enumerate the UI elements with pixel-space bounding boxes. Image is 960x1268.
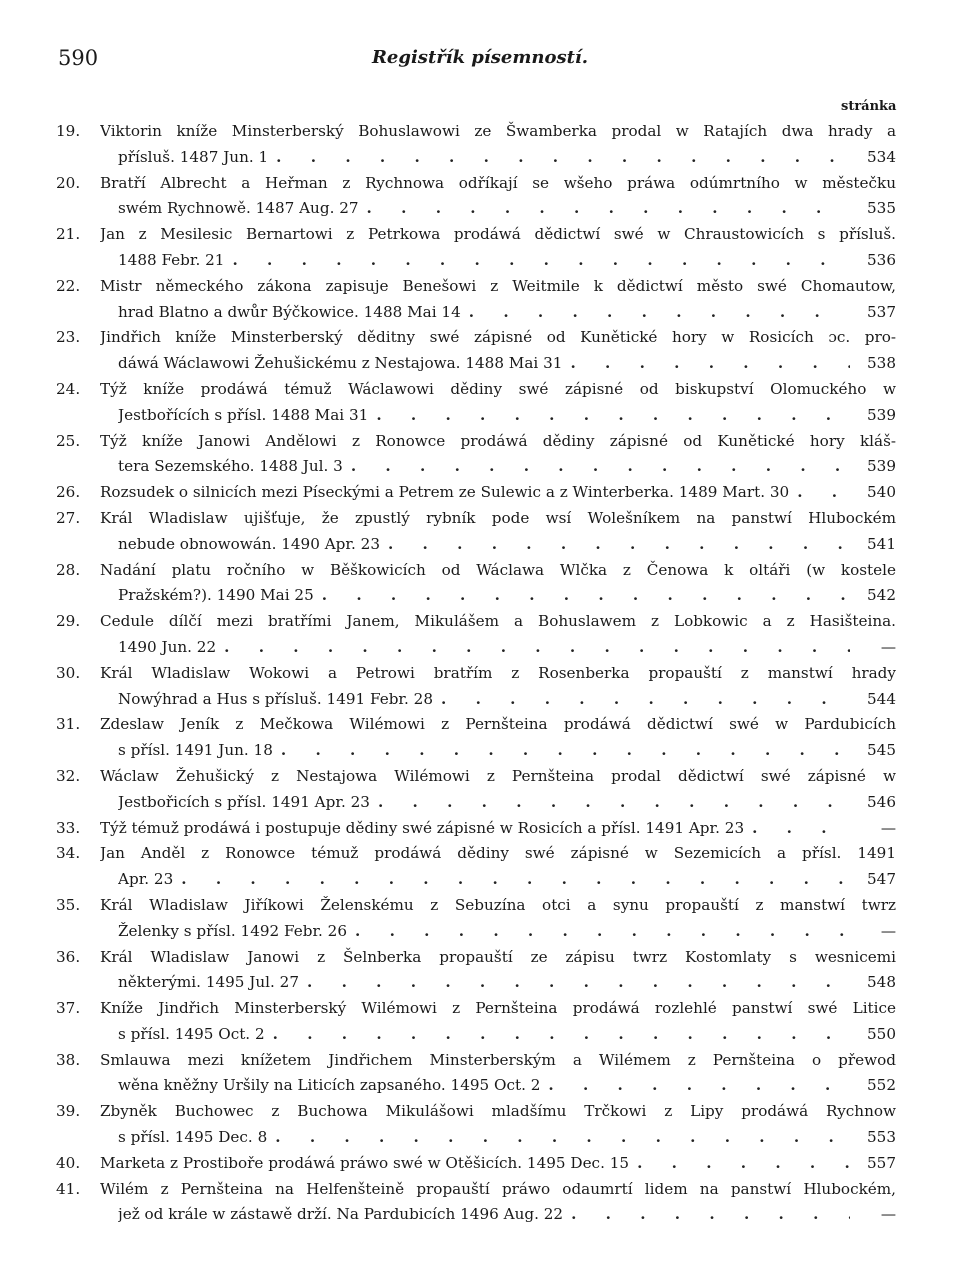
entry-line: [56, 712, 896, 738]
page-reference: 537: [867, 302, 896, 321]
entry-line: [56, 325, 896, 351]
page-reference: 542: [867, 586, 896, 605]
dot-leader: [370, 790, 850, 816]
register-entry: [56, 377, 896, 429]
entry-number: 37.: [56, 999, 81, 1018]
dot-leader: [347, 919, 850, 945]
entry-text: Jan z Mesilesic Bernartowi z Petrkowa prodáwá dědictwí swé w Chraustowicích s přísluš.: [100, 225, 896, 244]
entry-text: některými. 1495 Jul. 27: [118, 973, 300, 992]
entry-line: [56, 145, 896, 171]
entry-text: Viktorin kníže Minsterberský Bohuslawowi ze Šwamberka prodal w Ratajích dwa hrady a: [100, 122, 896, 140]
register-entry: [56, 1151, 896, 1177]
entry-text: Smlauwa mezi knížetem Jindřichem Minsterberským a Wilémem z Pernšteina o přewod: [100, 1050, 896, 1069]
page-reference: —: [880, 921, 896, 940]
entry-text: tera Sezemského. 1488 Jul. 3: [118, 457, 343, 476]
page-reference: 546: [867, 792, 896, 811]
page-reference: 545: [867, 741, 896, 760]
entry-line: [56, 790, 896, 816]
register-entry: [56, 429, 896, 481]
entry-line: [56, 583, 896, 609]
register-entry: [56, 841, 896, 893]
page-reference: 547: [867, 870, 896, 889]
entry-line: [56, 377, 896, 403]
entry-line: [56, 1022, 896, 1048]
page-reference: —: [880, 637, 896, 656]
entry-number: 28.: [56, 560, 81, 579]
entry-text: Jestbořicích s přísl. 1491 Apr. 23: [118, 792, 370, 811]
register-entry: [56, 506, 896, 558]
entry-line: [56, 480, 896, 506]
entry-line: [56, 274, 896, 300]
entry-line: [56, 1099, 896, 1125]
entry-number: 24.: [56, 379, 81, 398]
dot-leader: [314, 583, 850, 609]
register-entry: [56, 171, 896, 223]
entry-text: Týž kníže Janowi Andělowi z Ronowce prodáwá dědiny zápisné od Kunětické hory kláš-: [100, 431, 896, 450]
entry-text: Zbyněk Buchowec z Buchowa Mikulášowi mladšímu Trčkowi z Lipy prodáwá Rychnow: [100, 1102, 896, 1121]
entry-text: Apr. 23: [118, 870, 174, 889]
entry-line: [56, 945, 896, 971]
entry-line: [56, 429, 896, 455]
entry-line: [56, 171, 896, 197]
page-reference: 552: [867, 1076, 896, 1095]
entry-text: Želenky s přísl. 1492 Febr. 26: [118, 921, 348, 940]
entry-line: [56, 532, 896, 558]
entry-number: 33.: [56, 818, 81, 837]
entry-text: Bratří Albrecht a Heřman z Rychnowa odříkají se wšeho práwa odúmrtního w městečku: [100, 173, 896, 192]
page-reference: 548: [867, 973, 896, 992]
entry-number: 40.: [56, 1153, 81, 1172]
dot-leader: [359, 196, 850, 222]
entry-text: Král Wladislaw Wokowi a Petrowi bratřím z Rosenberka propauští z manstwí hrady: [100, 663, 896, 682]
entry-text: hrad Blatno a dwůr Býčkowice. 1488 Mai 14: [118, 302, 461, 321]
entry-number: 22.: [56, 276, 81, 295]
entry-text: Týž témuž prodáwá i postupuje dědiny swé zápisné w Rosicích a přísl. 1491 Apr. 23: [100, 818, 745, 837]
entry-number: 35.: [56, 895, 81, 914]
entry-line: [56, 1073, 896, 1099]
page-reference: 539: [867, 457, 896, 476]
page-header: [0, 46, 960, 76]
entry-line: [56, 816, 896, 842]
dot-leader: [433, 687, 850, 713]
entry-text: Jan Anděl z Ronowce témuž prodáwá dědiny swé zápisné w Sezemicích a přísl. 1491: [100, 844, 896, 863]
page-reference: 536: [867, 250, 896, 269]
entry-text: nebude obnowowán. 1490 Apr. 23: [118, 534, 380, 553]
entry-text: Mistr německého zákona zapisuje Benešowi z Weitmile k dědictwí město swé Chomautow,: [100, 276, 896, 295]
register-entry: [56, 480, 896, 506]
page-reference: 538: [867, 354, 896, 373]
entry-text: s přísl. 1495 Dec. 8: [118, 1128, 268, 1147]
entry-number: 31.: [56, 715, 81, 734]
entry-text: Král Wladislaw Janowi z Šelnberka propauští ze zápisu twrz Kostomlaty s wesnicemi: [100, 947, 896, 966]
dot-leader: [343, 454, 850, 480]
entry-text: Rozsudek o silnicích mezi Píseckými a Petrem ze Sulewic a z Winterberka. 1489 Mart. 30: [100, 483, 790, 502]
dot-leader: [789, 480, 850, 506]
entry-number: 19.: [56, 122, 81, 140]
dot-leader: [173, 867, 850, 893]
entry-line: [56, 970, 896, 996]
entry-line: [56, 300, 896, 326]
entry-line: [56, 919, 896, 945]
entry-line: [56, 1125, 896, 1151]
register-entry: [56, 816, 896, 842]
dot-leader: [299, 970, 850, 996]
entry-line: [56, 635, 896, 661]
entry-line: [56, 661, 896, 687]
entry-number: 32.: [56, 766, 81, 785]
entry-number: 26.: [56, 483, 81, 502]
dot-leader: [265, 1022, 850, 1048]
entry-text: Pražském?). 1490 Mai 25: [118, 586, 314, 605]
entry-number: 20.: [56, 173, 81, 192]
page-reference: 550: [867, 1024, 896, 1043]
entry-text: 1490 Jun. 22: [118, 637, 217, 656]
page-reference: 535: [867, 199, 896, 218]
entry-line: [56, 867, 896, 893]
entry-line: [56, 222, 896, 248]
entry-text: Kníže Jindřich Minsterberský Wilémowi z Pernšteina prodáwá rozlehlé panstwí swé Litice: [100, 999, 896, 1018]
page-reference: 539: [867, 405, 896, 424]
entry-number: 38.: [56, 1050, 81, 1069]
entry-number: 41.: [56, 1179, 81, 1198]
register-entry: [56, 1177, 896, 1229]
entry-text: Cedule dílčí mezi bratřími Janem, Mikulášem a Bohuslawem z Lobkowic a z Hasišteina.: [100, 612, 896, 631]
entry-line: [56, 119, 896, 145]
entry-text: Nowýhrad a Hus s přísluš. 1491 Febr. 28: [118, 689, 433, 708]
page-reference: 541: [867, 534, 896, 553]
entry-text: Nadání platu ročního w Běškowicích od Wáclawa Wlčka z Čenowa k oltáři (w kostele: [100, 560, 896, 579]
entry-text: Král Wladislaw ujišťuje, že zpustlý rybník pode wsí Wolešníkem na panstwí Hlubockém: [100, 508, 896, 527]
register-entry: [56, 119, 896, 171]
entry-text: s přísl. 1491 Jun. 18: [118, 741, 273, 760]
entry-text: Jestbořících s přísl. 1488 Mai 31: [118, 405, 369, 424]
entry-text: dáwá Wáclawowi Žehušickému z Nestajowa. 1488 Mai 31: [118, 354, 563, 373]
entry-text: Týž kníže prodáwá témuž Wáclawowi dědiny swé zápisné od biskupství Olomuckého w: [100, 379, 896, 398]
entry-line: [56, 1177, 896, 1203]
entry-line: [56, 196, 896, 222]
entry-text: 1488 Febr. 21: [118, 250, 225, 269]
dot-leader: [267, 1125, 850, 1151]
dot-leader: [562, 351, 850, 377]
dot-leader: [273, 738, 850, 764]
entry-number: 34.: [56, 844, 81, 863]
entry-text: jež od krále w zástawě drží. Na Pardubicích 1496 Aug. 22: [118, 1205, 564, 1224]
entry-number: 36.: [56, 947, 81, 966]
entry-line: [56, 609, 896, 635]
register-entry: [56, 325, 896, 377]
entry-number: 29.: [56, 612, 81, 631]
entry-number: 39.: [56, 1102, 81, 1121]
register-entries: [56, 119, 896, 1228]
dot-leader: [216, 635, 850, 661]
page-reference: 553: [867, 1128, 896, 1147]
dot-leader: [540, 1073, 850, 1099]
entry-line: [56, 506, 896, 532]
entry-line: [56, 841, 896, 867]
entry-line: [56, 764, 896, 790]
entry-line: [56, 351, 896, 377]
column-heading: stránka: [841, 99, 897, 114]
register-entry: [56, 893, 896, 945]
entry-line: [56, 403, 896, 429]
entry-number: 23.: [56, 328, 81, 347]
dot-leader: [368, 403, 850, 429]
entry-line: [56, 558, 896, 584]
register-entry: [56, 609, 896, 661]
entry-text: Jindřich kníže Minsterberský děditny swé zápisné od Kunětické hory w Rosicích ɔc. pro-: [100, 328, 896, 347]
register-entry: [56, 1099, 896, 1151]
entry-line: [56, 1048, 896, 1074]
register-entry: [56, 764, 896, 816]
dot-leader: [268, 145, 850, 171]
entry-number: 30.: [56, 663, 81, 682]
page-reference: —: [880, 818, 896, 837]
entry-line: [56, 893, 896, 919]
dot-leader: [380, 532, 850, 558]
entry-line: [56, 996, 896, 1022]
register-entry: [56, 222, 896, 274]
dot-leader: [461, 300, 850, 326]
entry-line: [56, 454, 896, 480]
dot-leader: [563, 1202, 850, 1228]
entry-line: [56, 687, 896, 713]
register-entry: [56, 661, 896, 713]
entry-text: Marketa z Prostiboře prodáwá práwo swé w Otěšicích. 1495 Dec. 15: [100, 1153, 630, 1172]
entry-number: 21.: [56, 225, 81, 244]
page-reference: 534: [867, 147, 896, 166]
page-reference: —: [880, 1205, 896, 1224]
entry-text: Wilém z Pernšteina na Helfenšteině propauští práwo odaumrtí lidem na panstwí Hlubockém,: [100, 1179, 896, 1198]
entry-text: swém Rychnowě. 1487 Aug. 27: [118, 199, 359, 218]
register-entry: [56, 996, 896, 1048]
entry-text: Zdeslaw Jeník z Mečkowa Wilémowi z Pernšteina prodáwá dědictwí swé w Pardubicích: [100, 715, 896, 734]
dot-leader: [224, 248, 850, 274]
entry-text: Král Wladislaw Jiříkowi Želenskému z Sebuzína otci a synu propauští z manstwí twrz: [100, 895, 896, 914]
entry-text: wěna kněžny Uršily na Liticích zapsaného. 1495 Oct. 2: [118, 1076, 541, 1095]
entry-line: [56, 738, 896, 764]
register-entry: [56, 558, 896, 610]
entry-text: přísluš. 1487 Jun. 1: [118, 147, 269, 166]
entry-line: [56, 1202, 896, 1228]
register-entry: [56, 274, 896, 326]
register-entry: [56, 945, 896, 997]
running-title: Registřík písemností.: [371, 47, 589, 68]
register-entry: [56, 1048, 896, 1100]
page-reference: 557: [867, 1153, 896, 1172]
entry-line: [56, 1151, 896, 1177]
entry-text: s přísl. 1495 Oct. 2: [118, 1024, 265, 1043]
dot-leader: [629, 1151, 850, 1177]
dot-leader: [744, 816, 850, 842]
entry-number: 25.: [56, 431, 81, 450]
entry-text: Wáclaw Žehušický z Nestajowa Wilémowi z Pernšteina prodal dědictwí swé zápisné w: [100, 766, 896, 785]
page-reference: 544: [867, 689, 896, 708]
entry-number: 27.: [56, 508, 81, 527]
entry-line: [56, 248, 896, 274]
register-entry: [56, 712, 896, 764]
page-reference: 540: [867, 483, 896, 502]
page-number: 590: [58, 46, 99, 70]
